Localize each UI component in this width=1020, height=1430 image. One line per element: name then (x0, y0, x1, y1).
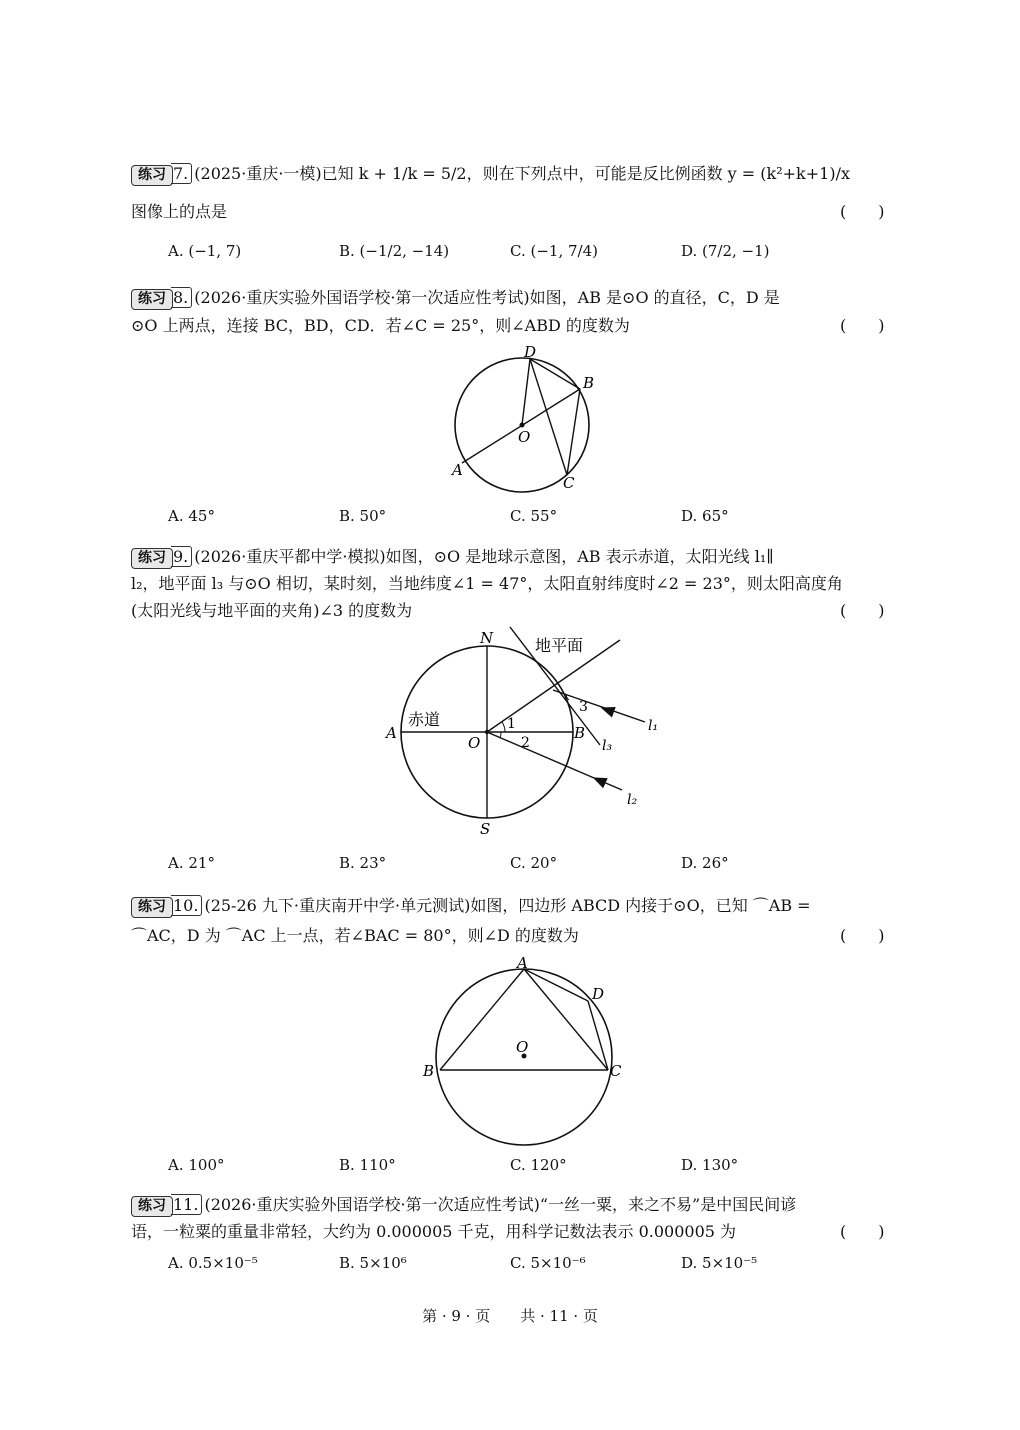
q10-label-a: A (517, 954, 528, 972)
q9-label-n: N (480, 629, 494, 647)
q9-label-angle1: 1 (507, 716, 516, 732)
q9-arrow-l2 (594, 778, 605, 783)
q10-segment-ad (524, 969, 588, 1001)
q8-answer-paren: ( ) (840, 316, 885, 335)
q7-option-d: D. (7/2, −1) (681, 242, 770, 260)
q9-option-a: A. 21° (168, 854, 215, 872)
q9-figure (380, 622, 680, 840)
q8-label-a: A (452, 461, 463, 479)
q9-sunray-l1 (553, 690, 645, 722)
q9-line3: (太阳光线与地平面的夹角)∠3 的度数为 (131, 601, 413, 620)
q11-answer-paren: ( ) (840, 1222, 885, 1241)
q7-option-a: A. (−1, 7) (168, 242, 242, 260)
q7-option-c: C. (−1, 7/4) (510, 242, 598, 260)
q9-option-b: B. 23° (339, 854, 387, 872)
q9-label-l2: l₂ (627, 792, 638, 808)
q7-tag: 练习 (131, 165, 173, 186)
q9-label-l3: l₃ (602, 738, 613, 754)
q11-number: 11. (171, 1194, 202, 1215)
q10-number: 10. (171, 895, 202, 916)
q9-label-a: A (386, 724, 397, 742)
page-footer: 第 · 9 · 页 共 · 11 · 页 (422, 1307, 598, 1325)
q9-center-dot (485, 730, 489, 734)
q10-figure (415, 950, 630, 1150)
q11-line2: 语，一粒粟的重量非常轻，大约为 0.000005 千克，用科学记数法表示 0.000005 为 (131, 1222, 737, 1241)
q9-label-o: O (468, 734, 481, 752)
q9-number: 9. (171, 546, 192, 567)
q8-segment-do (522, 359, 530, 425)
q9-angle1-arc (502, 722, 505, 732)
q9-label-equator: 赤道 (408, 710, 441, 729)
q10-line1 (131, 895, 811, 918)
q8-option-a: A. 45° (168, 507, 215, 525)
q8-option-b: B. 50° (339, 507, 387, 525)
q8-number: 8. (171, 287, 192, 308)
q10-label-o: O (516, 1038, 529, 1056)
q9-answer-paren: ( ) (840, 601, 885, 620)
q8-label-d: D (524, 343, 537, 361)
q8-center-dot (520, 423, 525, 428)
q10-segment-dc (588, 1001, 608, 1070)
q7-stem: (2025·重庆·一模)已知 k + 1/k = 5/2，则在下列点中，可能是反比例函数 y = (k²+k+1)/x (194, 164, 850, 183)
q9-label-horizon: 地平面 (535, 636, 584, 655)
q7-line2: 图像上的点是 (131, 202, 228, 221)
q9-tag: 练习 (131, 548, 173, 569)
q10-label-b: B (423, 1062, 435, 1080)
q8-option-d: D. 65° (681, 507, 729, 525)
q9-label-s: S (480, 820, 491, 838)
q10-label-d: D (592, 985, 605, 1003)
q9-label-angle3: 3 (579, 699, 588, 715)
q10-option-d: D. 130° (681, 1156, 739, 1174)
q10-line2: ⌒AC，D 为 ⌒AC 上一点，若∠BAC = 80°，则∠D 的度数为 (131, 926, 579, 945)
q9-label-l1: l₁ (648, 718, 659, 734)
q11-option-d: D. 5×10⁻⁵ (681, 1254, 758, 1272)
q7-answer-paren: ( ) (840, 202, 885, 221)
q7-option-b: B. (−1/2, −14) (339, 242, 450, 260)
q8-line1 (131, 287, 780, 310)
q11-option-a: A. 0.5×10⁻⁵ (168, 1254, 258, 1272)
q10-option-c: C. 120° (510, 1156, 567, 1174)
q7-number: 7. (171, 163, 192, 184)
q8-line2: ⊙O 上两点，连接 BC，BD，CD．若∠C = 25°，则∠ABD 的度数为 (131, 316, 630, 335)
q10-answer-paren: ( ) (840, 926, 885, 945)
q8-label-b: B (583, 374, 595, 392)
q11-stem: (2026·重庆实验外国语学校·第一次适应性考试)“一丝一粟，来之不易”是中国民间谚 (204, 1195, 797, 1214)
q8-tag: 练习 (131, 289, 173, 310)
q10-segment-ab (440, 969, 524, 1070)
q9-option-c: C. 20° (510, 854, 558, 872)
q10-label-c: C (610, 1062, 622, 1080)
q11-option-b: B. 5×10⁶ (339, 1254, 407, 1272)
q9-angle2-arc (500, 732, 501, 738)
q11-tag: 练习 (131, 1196, 173, 1217)
q9-line2: l₂，地平面 l₃ 与⊙O 相切，某时刻，当地纬度∠1 = 47°，太阳直射纬度时∠2 = 23°，则太阳高度角 (131, 574, 843, 593)
q10-option-b: B. 110° (339, 1156, 396, 1174)
q9-option-d: D. 26° (681, 854, 729, 872)
q8-option-c: C. 55° (510, 507, 558, 525)
q11-line1 (131, 1194, 796, 1217)
q11-option-c: C. 5×10⁻⁶ (510, 1254, 586, 1272)
q9-line1 (131, 546, 774, 569)
q8-figure (440, 340, 610, 500)
q8-stem: (2026·重庆实验外国语学校·第一次适应性考试)如图，AB 是⊙O 的直径，C，D 是 (194, 288, 780, 307)
q8-label-c: C (563, 474, 575, 492)
q9-label-angle2: 2 (521, 735, 530, 751)
q7-line1 (131, 163, 850, 186)
q9-label-b: B (574, 724, 586, 742)
q10-stem: (25-26 九下·重庆南开中学·单元测试)如图，四边形 ABCD 内接于⊙O，已知 ⌒AB = (204, 896, 811, 915)
q10-tag: 练习 (131, 897, 173, 918)
q10-option-a: A. 100° (168, 1156, 225, 1174)
q9-stem: (2026·重庆平都中学·模拟)如图，⊙O 是地球示意图，AB 表示赤道，太阳光线 l₁∥ (194, 547, 774, 566)
q8-label-o: O (518, 428, 531, 446)
